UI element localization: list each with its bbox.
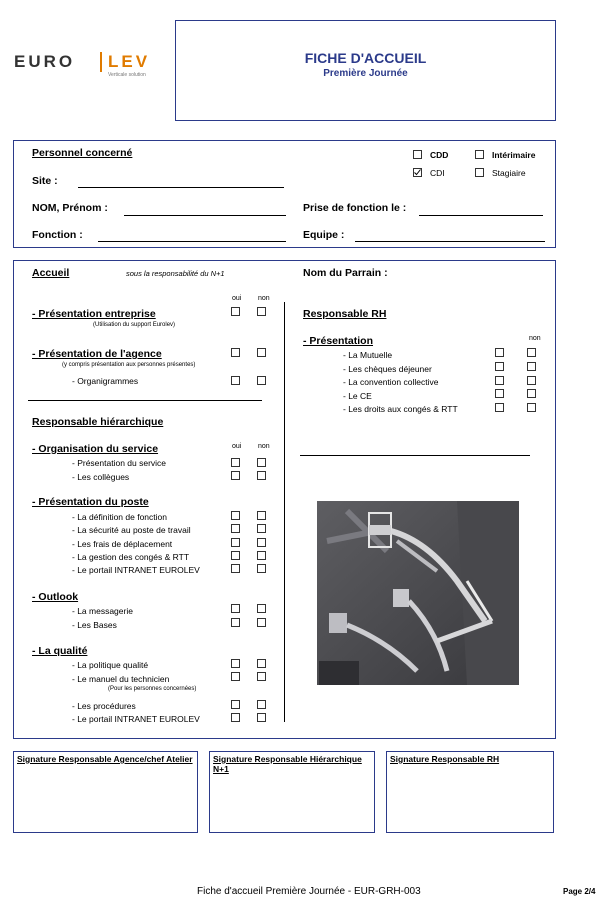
- parrain-label: Nom du Parrain :: [303, 267, 388, 279]
- org-item: - Présentation du service: [72, 458, 167, 468]
- poste-item: - La gestion des congés & RTT: [72, 552, 190, 562]
- logo-right: LEV: [108, 52, 151, 71]
- cdd-checkbox[interactable]: [413, 150, 422, 159]
- header-box: [175, 20, 556, 121]
- non-header: non: [258, 295, 270, 302]
- org-item-oui[interactable]: [231, 458, 240, 467]
- qualite-item: - Le portail INTRANET EUROLEV: [72, 714, 200, 724]
- pres-agence-non[interactable]: [257, 348, 266, 357]
- check-icon: [413, 168, 422, 177]
- poste-item-non[interactable]: [257, 511, 266, 520]
- cdi-checkbox[interactable]: [413, 168, 422, 177]
- rh-item: - Les chèques déjeuner: [343, 364, 432, 374]
- qualite-item-non[interactable]: [257, 672, 266, 681]
- rh-non-header: non: [529, 335, 541, 342]
- rh-item-non[interactable]: [527, 376, 536, 385]
- accueil-separator: [28, 400, 262, 401]
- nom-field[interactable]: [124, 215, 286, 216]
- rh-item: - Le CE: [343, 391, 372, 401]
- fonction-field[interactable]: [98, 241, 286, 242]
- poste-item-non[interactable]: [257, 564, 266, 573]
- prise-label: Prise de fonction le :: [303, 202, 407, 214]
- personnel-heading: Personnel concerné: [32, 147, 133, 159]
- org-item: - Les collègues: [72, 472, 130, 482]
- qualite-item-non[interactable]: [257, 713, 266, 722]
- poste-item-non[interactable]: [257, 551, 266, 560]
- outlook: - Outlook: [32, 591, 79, 603]
- signature-hierarchique-label: Signature Responsable Hiérarchique N+1: [213, 754, 362, 774]
- poste-item: - Les frais de déplacement: [72, 539, 173, 549]
- cdd-label: CDD: [430, 150, 449, 160]
- pres-poste: - Présentation du poste: [32, 496, 149, 508]
- resp-hier-heading: Responsable hiérarchique: [32, 416, 164, 428]
- rh-item-non[interactable]: [527, 403, 536, 412]
- poste-item-non[interactable]: [257, 538, 266, 547]
- outlook-item: - Les Bases: [72, 620, 117, 630]
- rh-item-non[interactable]: [527, 348, 536, 357]
- pres-agence-oui[interactable]: [231, 348, 240, 357]
- oui-header: oui: [232, 295, 242, 302]
- cdi-label: CDI: [430, 168, 445, 178]
- poste-item-oui[interactable]: [231, 538, 240, 547]
- signature-agence-label: Signature Responsable Agence/chef Atelier: [17, 754, 193, 764]
- org-item-non[interactable]: [257, 471, 266, 480]
- fonction-label: Fonction :: [32, 229, 83, 241]
- interimaire-checkbox[interactable]: [475, 150, 484, 159]
- rh-item-oui[interactable]: [495, 376, 504, 385]
- outlook-item-oui[interactable]: [231, 618, 240, 627]
- rh-item: - La Mutuelle: [343, 350, 393, 360]
- page-title: FICHE D'ACCUEIL: [304, 50, 427, 66]
- organigrammes-non[interactable]: [257, 376, 266, 385]
- signature-rh-box[interactable]: [386, 751, 554, 833]
- stagiaire-label: Stagiaire: [492, 168, 526, 178]
- poste-item-oui[interactable]: [231, 524, 240, 533]
- nom-label: NOM, Prénom :: [32, 202, 108, 214]
- column-divider: [284, 302, 285, 722]
- org-item-oui[interactable]: [231, 471, 240, 480]
- eurolev-logo: [14, 50, 164, 82]
- accueil-heading: Accueil: [32, 267, 70, 279]
- qualite-item-non[interactable]: [257, 659, 266, 668]
- pres-agence: - Présentation de l'agence: [32, 348, 162, 360]
- poste-item-oui[interactable]: [231, 511, 240, 520]
- aerial-platform-photo: [317, 501, 519, 685]
- interimaire-label: Intérimaire: [492, 150, 536, 160]
- logo-divider: [100, 52, 102, 72]
- qualite-item-oui[interactable]: [231, 672, 240, 681]
- site-field[interactable]: [78, 187, 284, 188]
- poste-item: - Le portail INTRANET EUROLEV: [72, 565, 200, 575]
- pres-agence-note: (y compris présentation aux personnes présentes): [62, 362, 196, 368]
- rh-item-oui[interactable]: [495, 403, 504, 412]
- rh-item-non[interactable]: [527, 362, 536, 371]
- equipe-label: Equipe :: [303, 229, 345, 241]
- outlook-item: - La messagerie: [72, 606, 133, 616]
- qualite-item: - Le manuel du technicien: [72, 674, 170, 684]
- logo-tagline: Verticale solution: [108, 72, 146, 78]
- rh-heading: Responsable RH: [303, 308, 387, 320]
- qualite: - La qualité: [32, 645, 88, 657]
- stagiaire-checkbox[interactable]: [475, 168, 484, 177]
- accueil-note: sous la responsabilité du N+1: [126, 269, 225, 278]
- org-item-non[interactable]: [257, 458, 266, 467]
- rh-presentation: - Présentation: [303, 335, 374, 347]
- footer-page: Page 2/4: [563, 887, 596, 896]
- rh-item-oui[interactable]: [495, 389, 504, 398]
- qualite-item-oui[interactable]: [231, 700, 240, 709]
- rh-item-oui[interactable]: [495, 348, 504, 357]
- rh-separator: [300, 455, 530, 456]
- rh-item: - La convention collective: [343, 377, 439, 387]
- org-service: - Organisation du service: [32, 443, 159, 455]
- poste-item-oui[interactable]: [231, 564, 240, 573]
- organigrammes-oui[interactable]: [231, 376, 240, 385]
- rh-item: - Les droits aux congés & RTT: [343, 404, 458, 414]
- outlook-item-oui[interactable]: [231, 604, 240, 613]
- organigrammes: - Organigrammes: [72, 376, 139, 386]
- rh-item-oui[interactable]: [495, 362, 504, 371]
- logo-left: EURO: [14, 52, 76, 71]
- pres-entreprise-note: (Utilisation du support Eurolev): [93, 322, 176, 328]
- signature-rh-label: Signature Responsable RH: [390, 754, 500, 764]
- qualite-item-non[interactable]: [257, 700, 266, 709]
- rh-item-non[interactable]: [527, 389, 536, 398]
- pres-entreprise-non[interactable]: [257, 307, 266, 316]
- equipe-field[interactable]: [355, 241, 545, 242]
- qualite-item: - Les procédures: [72, 701, 136, 711]
- oui-header-2: oui: [232, 443, 242, 450]
- qualite-note: (Pour les personnes concernées): [108, 686, 197, 692]
- qualite-item: - La politique qualité: [72, 660, 149, 670]
- footer-doc: Fiche d'accueil Première Journée - EUR-GRH-003: [197, 886, 421, 897]
- poste-item: - La définition de fonction: [72, 512, 167, 522]
- page-subtitle: Première Journée: [323, 68, 408, 79]
- outlook-item-non[interactable]: [257, 618, 266, 627]
- non-header-2: non: [258, 443, 270, 450]
- prise-field[interactable]: [419, 215, 543, 216]
- qualite-item-oui[interactable]: [231, 659, 240, 668]
- pres-entreprise-oui[interactable]: [231, 307, 240, 316]
- qualite-item-oui[interactable]: [231, 713, 240, 722]
- outlook-item-non[interactable]: [257, 604, 266, 613]
- poste-item: - La sécurité au poste de travail: [72, 525, 191, 535]
- poste-item-non[interactable]: [257, 524, 266, 533]
- signature-hierarchique-box[interactable]: [209, 751, 375, 833]
- site-label: Site :: [32, 175, 58, 187]
- pres-entreprise: - Présentation entreprise: [32, 308, 156, 320]
- poste-item-oui[interactable]: [231, 551, 240, 560]
- signature-agence-box[interactable]: [13, 751, 198, 833]
